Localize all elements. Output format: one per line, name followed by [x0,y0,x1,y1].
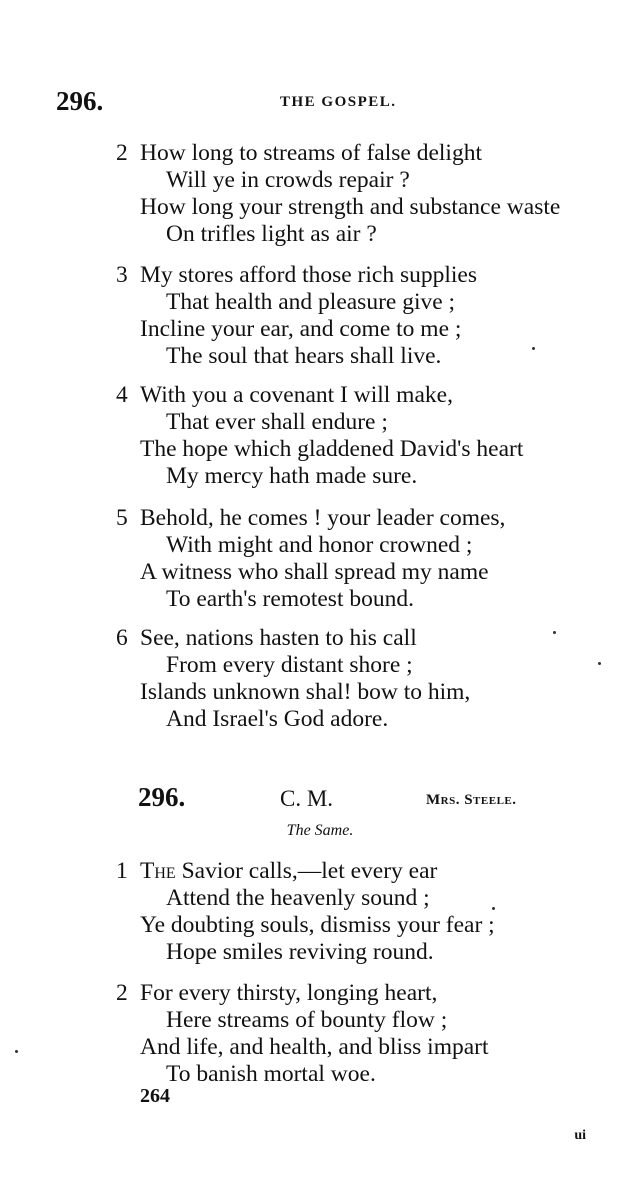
verse-line: A witness who shall spread my name [140,559,489,585]
verse-line: With you a covenant I will make, [140,382,453,408]
stanza-number: 3 [116,262,128,288]
verse-line: Here streams of bounty flow ; [166,1007,448,1033]
verse-line: With might and honor crowned ; [166,532,473,558]
verse-line: The hope which gladdened David's heart [140,436,524,462]
verse-line: To banish mortal woe. [166,1061,376,1087]
verse-line: How long to streams of false delight [140,140,482,166]
verse-line: Ye doubting souls, dismiss your fear ; [140,912,495,938]
verse-line: Behold, he comes ! your leader comes, [140,505,506,531]
scan-speck [15,1050,18,1053]
stanza-number: 4 [116,382,128,408]
hymn-number: 296. [138,782,186,812]
verse-line: For every thirsty, longing heart, [140,980,438,1006]
first-line-rest: Savior calls,—let every ear [175,858,438,884]
corner-mark: ui [574,1128,586,1143]
running-title: THE GOSPEL. [280,94,397,110]
hymn-author: Mrs. Steele. [426,792,517,808]
verse-line: Attend the heavenly sound ; [166,885,430,911]
hymn-subtitle: The Same. [286,822,354,839]
hymn-heading [0,782,640,816]
verse-line: See, nations hasten to his call [140,625,417,651]
hymn-meter: C. M. [280,786,334,811]
verse-line: That ever shall endure ; [166,409,388,435]
scan-speck [553,631,556,634]
scan-speck [532,347,535,350]
stanza-number: 2 [116,980,128,1006]
verse-line: From every distant shore ; [166,652,413,678]
page-number: 296. [56,86,104,116]
signature-mark: 264 [140,1085,170,1107]
stanza-number: 5 [116,505,128,531]
verse-line: My mercy hath made sure. [166,463,418,489]
verse-line: And life, and health, and bliss impart [140,1034,489,1060]
verse-line: Incline your ear, and come to me ; [140,316,462,342]
running-head [56,86,590,116]
verse-line: Islands unknown shal! bow to him, [140,679,471,705]
verse-line: How long your strength and substance waste [140,194,561,220]
verse-line: That health and pleasure give ; [166,289,456,315]
verse-line: My stores afford those rich supplies [140,262,477,288]
verse-line: To earth's remotest bound. [166,586,414,612]
verse-line [140,858,437,884]
verse-line: On trifles light as air ? [166,221,377,247]
stanza-number: 2 [116,140,128,166]
verse-line: And Israel's God adore. [166,706,389,732]
verse-line: The soul that hears shall live. [166,343,442,369]
scan-speck [492,907,495,910]
stanza-number: 6 [116,625,128,651]
verse-line: Hope smiles reviving round. [166,939,434,965]
verse-line: Will ye in crowds repair ? [166,167,410,193]
first-word: The [140,858,176,884]
stanza-number: 1 [116,858,128,884]
scan-speck [598,662,601,665]
